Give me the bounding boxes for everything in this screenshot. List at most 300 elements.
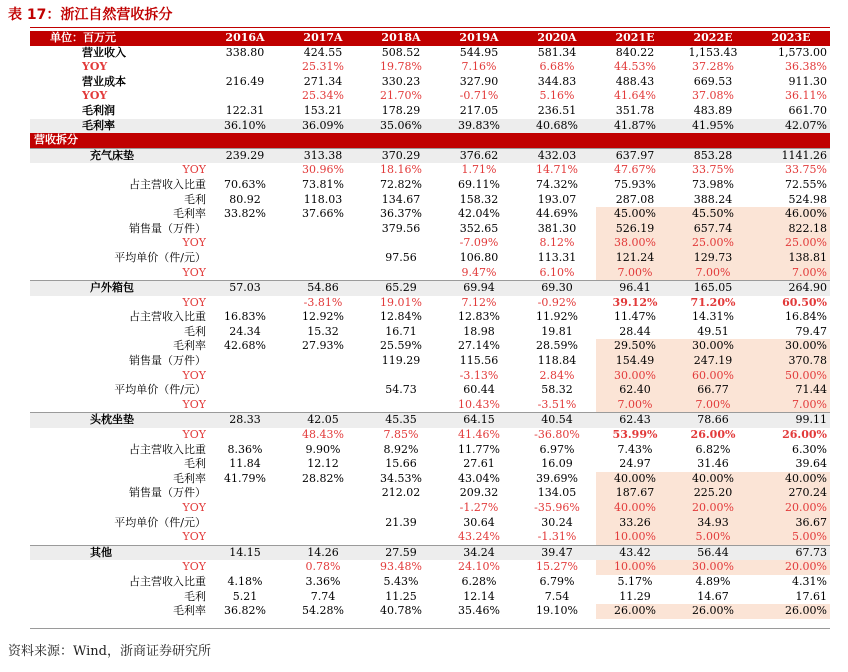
table-row (30, 560, 830, 575)
table-cell: 4.18% (227, 574, 263, 588)
table-cell: 483.89 (693, 103, 733, 117)
table-cell: 41.79% (224, 471, 266, 485)
table-cell: 225.20 (674, 486, 752, 501)
table-cell: 16.71 (385, 324, 417, 338)
table-cell: 239.29 (206, 148, 284, 163)
table-cell: 41.95% (674, 119, 752, 134)
table-cell: 28.59% (536, 339, 578, 353)
table-cell: 669.53 (693, 74, 733, 88)
row-label: YOY (182, 265, 206, 279)
table-cell: 216.49 (225, 74, 265, 88)
year-header: 2019A (440, 31, 518, 46)
table-cell: 5.00% (752, 530, 830, 545)
table-cell: 524.98 (788, 192, 827, 206)
table-cell: 37.08% (692, 89, 734, 103)
table-cell: -7.09% (459, 236, 499, 250)
table-row (30, 457, 830, 472)
table-cell: 432.03 (518, 148, 596, 163)
table-cell: 115.56 (459, 354, 499, 368)
table-cell (284, 530, 362, 545)
table-cell: -1.31% (537, 530, 577, 544)
table-cell: 853.28 (674, 148, 752, 163)
table-cell: 544.95 (459, 45, 499, 59)
table-cell: 35.06% (362, 119, 440, 134)
year-header: 2022E (674, 31, 752, 46)
table-cell: 178.29 (381, 103, 421, 117)
table-cell: 93.48% (380, 560, 422, 574)
table-cell: 15.32 (307, 324, 339, 338)
table-cell (284, 516, 362, 531)
row-label: 占主营收入比重 (129, 442, 206, 456)
row-label: 毛利 (184, 324, 206, 338)
row-label: 平均单价（件/元） (114, 515, 206, 529)
row-label: 充气床垫 (30, 148, 206, 163)
table-row (30, 266, 830, 281)
table-cell: 69.11% (458, 177, 500, 191)
row-label: 毛利率 (173, 339, 206, 353)
table-cell: 44.53% (614, 60, 656, 74)
row-label: YOY (82, 60, 108, 74)
table-cell: 4.31% (792, 574, 827, 588)
table-cell: 424.55 (303, 45, 343, 59)
source-note: 资料来源：Wind，浙商证券研究所 (8, 644, 211, 659)
table-cell: 8.92% (383, 442, 419, 456)
table-cell (284, 383, 362, 398)
table-cell: 30.24 (541, 515, 573, 529)
table-cell: 65.29 (362, 281, 440, 296)
row-label: 营业成本 (82, 74, 126, 88)
table-cell: 1,153.43 (688, 45, 738, 59)
table-cell: 36.09% (284, 119, 362, 134)
table-cell: 6.28% (461, 574, 497, 588)
table-cell: 0.78% (305, 560, 341, 574)
table-cell: 27.61 (463, 457, 495, 471)
revenue-breakdown-table (30, 31, 830, 619)
table-row (30, 104, 830, 119)
table-cell: 43.42 (596, 545, 674, 560)
table-cell: 30.00% (752, 339, 830, 354)
table-row (30, 296, 830, 311)
table-cell: 10.43% (458, 397, 500, 411)
table-cell: 40.00% (674, 472, 752, 487)
year-header: 2023E (752, 31, 830, 46)
table-cell: 30.64 (463, 515, 495, 529)
table-cell: 42.07% (752, 119, 830, 134)
table-cell (206, 222, 284, 237)
table-cell: 80.92 (229, 192, 261, 206)
table-cell: 58.32 (541, 383, 573, 397)
table-cell: 40.00% (752, 472, 830, 487)
row-label: 毛利率 (173, 207, 206, 221)
table-row (30, 413, 830, 428)
table-cell: 38.00% (596, 236, 674, 251)
table-cell: 16.09 (541, 457, 573, 471)
table-title: 表 17：浙江自然营收拆分 (8, 7, 173, 23)
table-cell: 36.11% (785, 89, 827, 103)
table-cell: 26.00% (674, 604, 752, 619)
row-label: YOY (82, 89, 108, 103)
row-label: 毛利 (184, 589, 206, 603)
table-cell: 39.47 (518, 545, 596, 560)
table-cell (206, 560, 284, 575)
table-cell: 7.12% (461, 295, 497, 309)
table-cell: 16.83% (224, 310, 266, 324)
table-cell: 79.47 (795, 324, 827, 338)
table-cell: -3.81% (303, 295, 343, 309)
table-cell: 40.68% (518, 119, 596, 134)
table-cell: 6.68% (539, 60, 575, 74)
table-row (30, 207, 830, 222)
table-cell: 60.44 (463, 383, 495, 397)
table-cell: 10.00% (596, 530, 674, 545)
table-cell: 11.84 (229, 457, 261, 471)
table-cell: 33.75% (692, 163, 734, 177)
table-cell: 388.24 (693, 192, 733, 206)
table-cell: 45.00% (596, 207, 674, 222)
table-row (30, 325, 830, 340)
table-cell: 106.80 (459, 250, 499, 264)
header-row (30, 31, 830, 46)
table-cell: 581.34 (537, 45, 577, 59)
table-row (30, 604, 830, 619)
table-row (30, 193, 830, 208)
table-cell: 69.30 (518, 281, 596, 296)
table-cell (362, 530, 440, 545)
table-row (30, 398, 830, 413)
table-cell (284, 236, 362, 251)
table-cell: 37.66% (302, 207, 344, 221)
table-cell: -0.71% (459, 89, 499, 103)
table-cell: 7.00% (596, 398, 674, 413)
table-cell: 25.00% (674, 236, 752, 251)
table-cell: 911.30 (788, 74, 827, 88)
table-cell (362, 266, 440, 281)
table-cell: 379.56 (381, 221, 421, 235)
table-cell: 40.78% (380, 604, 422, 618)
table-cell: 60.00% (674, 369, 752, 384)
table-cell: 376.62 (440, 148, 518, 163)
row-label: 其他 (30, 545, 206, 560)
table-cell: 25.00% (752, 236, 830, 251)
table-cell: 129.73 (674, 251, 752, 266)
table-cell: 43.04% (458, 471, 500, 485)
table-cell (206, 486, 284, 501)
table-cell: 212.02 (381, 486, 421, 500)
table-cell: 14.26 (284, 545, 362, 560)
table-cell: 21.39 (385, 515, 417, 529)
table-cell: 14.15 (206, 545, 284, 560)
table-cell: 7.85% (383, 428, 419, 442)
table-cell: 270.24 (752, 486, 830, 501)
bottom-divider (30, 628, 830, 629)
table-cell: 27.93% (302, 339, 344, 353)
table-cell: 27.14% (458, 339, 500, 353)
table-cell: 7.00% (752, 398, 830, 413)
table-cell: 16.84% (785, 310, 827, 324)
row-label: 毛利润 (82, 103, 115, 117)
row-label: 毛利率 (173, 471, 206, 485)
table-cell: 66.77 (674, 383, 752, 398)
row-label: 营收拆分 (30, 133, 830, 148)
table-cell: 370.29 (362, 148, 440, 163)
table-cell: 40.00% (596, 501, 674, 516)
table-cell: 11.47% (614, 310, 656, 324)
table-cell: 6.79% (539, 574, 575, 588)
table-cell: 72.82% (380, 177, 422, 191)
table-row (30, 590, 830, 605)
table-cell (284, 251, 362, 266)
table-cell: 10.00% (596, 560, 674, 575)
table-cell: 34.53% (380, 471, 422, 485)
table-row (30, 236, 830, 251)
table-cell: 7.00% (752, 266, 830, 281)
table-cell (206, 354, 284, 369)
table-row (30, 516, 830, 531)
table-cell: 54.28% (302, 604, 344, 618)
unit-label: 单位：百万元 (30, 31, 206, 46)
table-cell: 313.38 (284, 148, 362, 163)
table-cell: 42.68% (224, 339, 266, 353)
table-cell: 327.90 (459, 74, 499, 88)
table-cell: -1.27% (459, 501, 499, 514)
table-cell: 49.51 (697, 324, 729, 338)
table-cell: 264.90 (752, 281, 830, 296)
table-cell (284, 398, 362, 413)
table-cell: 24.10% (458, 560, 500, 574)
table-cell: 26.00% (752, 604, 830, 619)
table-cell (206, 266, 284, 281)
table-row (30, 310, 830, 325)
table-cell: 25.31% (302, 60, 344, 74)
table-cell: -36.80% (534, 428, 580, 442)
table-cell: 60.50% (782, 295, 827, 309)
table-cell: 71.20% (690, 295, 736, 309)
table-cell: 381.30 (537, 221, 577, 235)
year-header: 2017A (284, 31, 362, 46)
table-cell: 17.61 (795, 589, 827, 603)
table-cell: 217.05 (459, 103, 499, 117)
table-cell: 44.69% (536, 207, 578, 221)
table-cell: 15.27% (536, 560, 578, 574)
table-cell: 28.44 (619, 324, 651, 338)
row-label: YOY (182, 236, 206, 250)
row-label: 占主营收入比重 (129, 310, 206, 324)
table-cell: 41.46% (458, 428, 500, 442)
table-row (30, 281, 830, 296)
table-cell: 236.51 (537, 103, 577, 117)
table-cell: 637.97 (596, 148, 674, 163)
table-cell: 19.81 (541, 324, 573, 338)
table-row (30, 545, 830, 560)
table-cell: 3.36% (305, 574, 341, 588)
table-cell: 20.00% (674, 501, 752, 516)
table-cell: 57.03 (206, 281, 284, 296)
table-cell (206, 428, 284, 443)
table-cell: 64.15 (440, 413, 518, 428)
table-cell (206, 236, 284, 251)
table-cell: 15.66 (385, 457, 417, 471)
row-label: 销售量（万件） (129, 486, 206, 500)
table-cell: 29.50% (596, 339, 674, 354)
row-label: YOY (182, 501, 206, 514)
table-row (30, 443, 830, 458)
table-cell: 28.33 (206, 413, 284, 428)
table-cell: 40.54 (518, 413, 596, 428)
table-cell: 287.08 (615, 192, 655, 206)
table-cell: 6.10% (539, 265, 575, 279)
year-header: 2016A (206, 31, 284, 46)
table-cell: 73.98% (692, 177, 734, 191)
section-header-row (30, 133, 830, 148)
table-row (30, 530, 830, 545)
table-cell: 118.03 (303, 192, 343, 206)
table-cell: 11.25 (385, 589, 417, 603)
row-label: 平均单价（件/元） (114, 383, 206, 397)
table-cell: 41.64% (614, 89, 656, 103)
table-cell: 138.81 (752, 251, 830, 266)
table-cell: 34.93 (674, 516, 752, 531)
table-cell: 48.43% (302, 428, 344, 442)
table-cell: 19.78% (380, 60, 422, 74)
table-row (30, 339, 830, 354)
table-cell: 370.78 (752, 354, 830, 369)
table-cell (206, 296, 284, 311)
table-cell: 7.00% (674, 266, 752, 281)
table-cell: 121.24 (596, 251, 674, 266)
table-cell: 97.56 (385, 250, 417, 264)
table-cell: 62.43 (596, 413, 674, 428)
table-cell: 271.34 (303, 74, 343, 88)
table-cell: 96.41 (596, 281, 674, 296)
year-header: 2021E (596, 31, 674, 46)
table-cell: 8.36% (227, 442, 263, 456)
table-cell: 36.37% (380, 207, 422, 221)
table-cell: 154.49 (596, 354, 674, 369)
table-cell: 134.67 (381, 192, 421, 206)
table-cell: 5.43% (383, 574, 419, 588)
table-row (30, 383, 830, 398)
table-cell: 40.00% (596, 472, 674, 487)
row-label: 户外箱包 (30, 281, 206, 296)
table-cell: 11.77% (458, 442, 500, 456)
table-cell: 74.32% (536, 177, 578, 191)
table-cell: 11.92% (536, 310, 578, 324)
row-label: 销售量（万件） (129, 221, 206, 235)
table-cell: 14.31% (692, 310, 734, 324)
table-cell: 36.38% (785, 60, 827, 74)
table-cell: 39.64 (795, 457, 827, 471)
row-label: YOY (182, 397, 206, 411)
table-cell: 1.71% (461, 163, 497, 177)
table-cell: 7.43% (617, 442, 653, 456)
table-cell: 39.83% (440, 119, 518, 134)
table-row (30, 486, 830, 501)
table-cell (206, 530, 284, 545)
table-cell (284, 222, 362, 237)
table-cell: 508.52 (381, 45, 421, 59)
table-cell: 19.10% (536, 604, 578, 618)
table-row (30, 75, 830, 90)
table-cell (284, 266, 362, 281)
table-cell: -0.92% (537, 295, 577, 309)
row-label: YOY (182, 530, 206, 544)
table-cell: 7.54 (544, 589, 570, 603)
table-cell: 134.05 (537, 486, 577, 500)
table-cell: 36.10% (206, 119, 284, 134)
table-cell: 6.82% (695, 442, 731, 456)
row-label: 占主营收入比重 (129, 177, 206, 191)
table-cell: 26.00% (782, 428, 827, 442)
table-cell: 41.87% (596, 119, 674, 134)
table-cell: 54.86 (284, 281, 362, 296)
table-cell: 18.16% (380, 163, 422, 177)
table-cell: 158.32 (459, 192, 499, 206)
table-body (30, 46, 830, 619)
table-cell: 661.70 (788, 103, 827, 117)
row-label: YOY (182, 368, 206, 382)
table-cell: 35.46% (458, 604, 500, 618)
table-cell: 24.97 (619, 457, 651, 471)
table-row (30, 501, 830, 516)
table-cell: 122.31 (225, 103, 265, 117)
table-cell (284, 486, 362, 501)
table-cell: 47.67% (614, 163, 656, 177)
table-cell: 113.31 (537, 250, 577, 264)
row-label: 毛利 (184, 192, 206, 206)
table-cell (284, 369, 362, 384)
table-cell: 7.16% (461, 60, 497, 74)
table-row (30, 369, 830, 384)
row-label: YOY (182, 163, 206, 177)
row-label: 营业收入 (82, 45, 126, 59)
table-cell: 46.00% (752, 207, 830, 222)
table-cell: 30.00% (674, 560, 752, 575)
table-cell: 71.44 (752, 383, 830, 398)
table-cell: 840.22 (615, 45, 655, 59)
table-cell: 7.00% (596, 266, 674, 281)
row-label: 平均单价（件/元） (114, 250, 206, 264)
table-cell: 62.40 (596, 383, 674, 398)
table-cell: 247.19 (674, 354, 752, 369)
table-cell: 50.00% (752, 369, 830, 384)
table-row (30, 119, 830, 134)
table-cell: 187.67 (596, 486, 674, 501)
table-cell: 11.29 (619, 589, 651, 603)
table-cell: 5.00% (674, 530, 752, 545)
row-label: YOY (182, 560, 206, 574)
table-cell: 12.14 (463, 589, 495, 603)
row-label: 毛利率 (173, 604, 206, 618)
table-row (30, 89, 830, 104)
table-cell: 33.82% (224, 207, 266, 221)
table-cell: 25.34% (302, 89, 344, 103)
year-header: 2018A (362, 31, 440, 46)
table-cell: 330.23 (381, 74, 421, 88)
table-cell: 209.32 (459, 486, 499, 500)
table-cell: 45.50% (674, 207, 752, 222)
table-cell (206, 369, 284, 384)
table-cell: 1,573.00 (778, 45, 827, 59)
table-cell: 118.84 (537, 354, 577, 368)
table-row (30, 163, 830, 178)
table-cell: 33.26 (596, 516, 674, 531)
table-cell: 822.18 (752, 222, 830, 237)
table-cell: 526.19 (596, 222, 674, 237)
table-cell: 24.34 (229, 324, 261, 338)
table-cell: 9.90% (305, 442, 341, 456)
table-cell: 14.71% (536, 163, 578, 177)
table-cell: 5.16% (539, 89, 575, 103)
